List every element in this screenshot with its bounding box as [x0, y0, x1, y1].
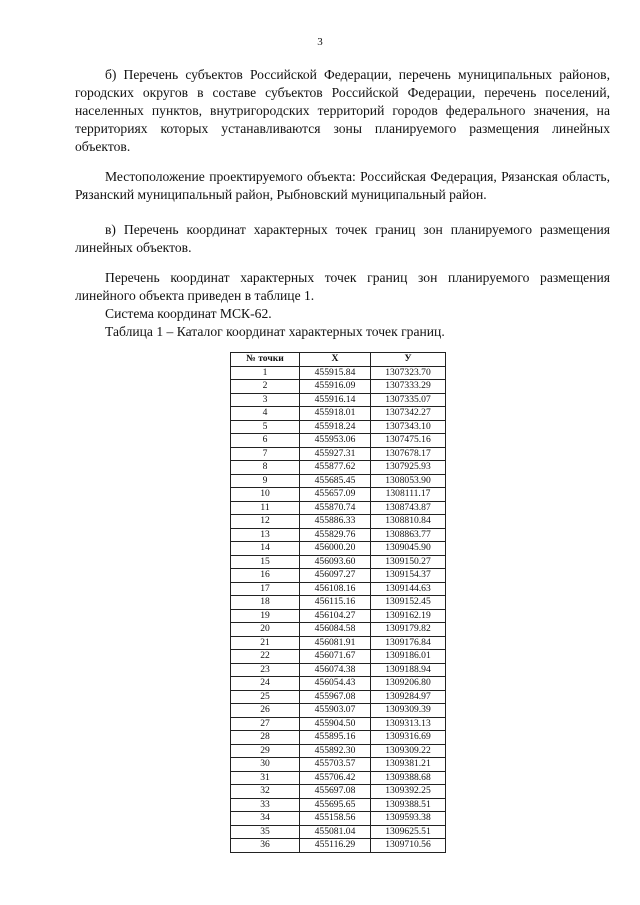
cell-x: 455870.74 — [300, 501, 371, 515]
table-row — [231, 663, 446, 677]
table-row — [231, 555, 446, 569]
cell-x: 455703.57 — [300, 758, 371, 772]
cell-point-number: 16 — [231, 569, 300, 583]
section-v-paragraph — [75, 221, 610, 257]
header-point-number: № точки — [231, 353, 300, 367]
cell-x: 455829.76 — [300, 528, 371, 542]
cell-x: 455081.04 — [300, 825, 371, 839]
cell-y: 1309179.82 — [371, 623, 446, 637]
section-b-text: б) Перечень субъектов Российской Федерации, перечень муниципальных районов, городских округов в составе субъектов Российской Федерации, перечень поселений, населенных пунктов, внутригородских территорий городов федерального значения, на территориях которых устанавливаются зоны планируемого размещения линейных объектов. — [75, 67, 610, 154]
cell-y: 1308810.84 — [371, 515, 446, 529]
cell-x: 455657.09 — [300, 488, 371, 502]
cell-point-number: 2 — [231, 380, 300, 394]
cell-y: 1307678.17 — [371, 447, 446, 461]
cell-point-number: 19 — [231, 609, 300, 623]
cell-point-number: 20 — [231, 623, 300, 637]
cell-y: 1309309.22 — [371, 744, 446, 758]
cell-x: 455916.09 — [300, 380, 371, 394]
cell-y: 1308053.90 — [371, 474, 446, 488]
cell-y: 1309388.51 — [371, 798, 446, 812]
cell-point-number: 18 — [231, 596, 300, 610]
table-header-row — [231, 353, 446, 367]
table-row — [231, 677, 446, 691]
table-row — [231, 650, 446, 664]
cell-point-number: 14 — [231, 542, 300, 556]
cell-point-number: 11 — [231, 501, 300, 515]
cell-x: 455916.14 — [300, 393, 371, 407]
cell-x: 456071.67 — [300, 650, 371, 664]
cell-x: 456084.58 — [300, 623, 371, 637]
cell-y: 1309188.94 — [371, 663, 446, 677]
cell-y: 1309144.63 — [371, 582, 446, 596]
cell-point-number: 34 — [231, 812, 300, 826]
cell-y: 1309309.39 — [371, 704, 446, 718]
cell-x: 456108.16 — [300, 582, 371, 596]
cell-x: 455158.56 — [300, 812, 371, 826]
cell-y: 1309316.69 — [371, 731, 446, 745]
cell-x: 455915.84 — [300, 366, 371, 380]
table-caption: Таблица 1 – Каталог координат характерных точек границ. — [105, 324, 445, 339]
cell-y: 1307335.07 — [371, 393, 446, 407]
table-row — [231, 474, 446, 488]
table-row — [231, 609, 446, 623]
cell-point-number: 4 — [231, 407, 300, 421]
cell-x: 456093.60 — [300, 555, 371, 569]
table-row — [231, 569, 446, 583]
cell-x: 455918.01 — [300, 407, 371, 421]
table-row — [231, 839, 446, 853]
cell-point-number: 7 — [231, 447, 300, 461]
cell-point-number: 10 — [231, 488, 300, 502]
cell-y: 1309162.19 — [371, 609, 446, 623]
cell-y: 1309313.13 — [371, 717, 446, 731]
cell-y: 1309154.37 — [371, 569, 446, 583]
cell-x: 456097.27 — [300, 569, 371, 583]
cell-y: 1309593.38 — [371, 812, 446, 826]
cell-x: 455685.45 — [300, 474, 371, 488]
table-row — [231, 704, 446, 718]
table-row — [231, 528, 446, 542]
cell-x: 456081.91 — [300, 636, 371, 650]
cell-y: 1309710.56 — [371, 839, 446, 853]
cell-y: 1309284.97 — [371, 690, 446, 704]
table-row — [231, 758, 446, 772]
coordinate-table — [230, 352, 446, 853]
cell-point-number: 35 — [231, 825, 300, 839]
cell-point-number: 12 — [231, 515, 300, 529]
cell-point-number: 31 — [231, 771, 300, 785]
table-row — [231, 407, 446, 421]
cell-x: 455904.50 — [300, 717, 371, 731]
table-row — [231, 582, 446, 596]
table-row — [231, 731, 446, 745]
cell-point-number: 22 — [231, 650, 300, 664]
cell-x: 455903.07 — [300, 704, 371, 718]
cell-x: 455706.42 — [300, 771, 371, 785]
cell-y: 1307333.29 — [371, 380, 446, 394]
table-row — [231, 461, 446, 475]
cell-point-number: 3 — [231, 393, 300, 407]
location-text: Местоположение проектируемого объекта: Российская Федерация, Рязанская область, Рязанский муниципальный район, Рыбновский муниципальный район. — [75, 169, 610, 202]
cell-x: 455895.16 — [300, 731, 371, 745]
cell-point-number: 26 — [231, 704, 300, 718]
cell-y: 1309152.45 — [371, 596, 446, 610]
cell-x: 456074.38 — [300, 663, 371, 677]
cell-x: 455116.29 — [300, 839, 371, 853]
table-row — [231, 717, 446, 731]
cell-x: 455886.33 — [300, 515, 371, 529]
cell-y: 1307343.10 — [371, 420, 446, 434]
table-row — [231, 501, 446, 515]
cell-x: 455697.08 — [300, 785, 371, 799]
cell-y: 1308111.17 — [371, 488, 446, 502]
cell-x: 456104.27 — [300, 609, 371, 623]
table-row — [231, 744, 446, 758]
cell-point-number: 1 — [231, 366, 300, 380]
cell-point-number: 25 — [231, 690, 300, 704]
cell-point-number: 8 — [231, 461, 300, 475]
cell-y: 1309176.84 — [371, 636, 446, 650]
table-row — [231, 623, 446, 637]
cell-point-number: 21 — [231, 636, 300, 650]
location-paragraph — [75, 168, 610, 204]
cell-point-number: 13 — [231, 528, 300, 542]
table-row — [231, 771, 446, 785]
cell-x: 455695.65 — [300, 798, 371, 812]
cell-point-number: 24 — [231, 677, 300, 691]
cell-y: 1309150.27 — [371, 555, 446, 569]
cell-point-number: 29 — [231, 744, 300, 758]
cell-point-number: 23 — [231, 663, 300, 677]
cell-x: 455953.06 — [300, 434, 371, 448]
cell-x: 456115.16 — [300, 596, 371, 610]
table-row — [231, 596, 446, 610]
table-row — [231, 447, 446, 461]
cell-y: 1309381.21 — [371, 758, 446, 772]
table-row — [231, 825, 446, 839]
cell-x: 455877.62 — [300, 461, 371, 475]
cell-y: 1307323.70 — [371, 366, 446, 380]
cell-point-number: 36 — [231, 839, 300, 853]
cell-y: 1308743.87 — [371, 501, 446, 515]
cell-y: 1309045.90 — [371, 542, 446, 556]
cell-point-number: 9 — [231, 474, 300, 488]
table-intro-block — [75, 269, 610, 341]
cell-point-number: 30 — [231, 758, 300, 772]
cell-y: 1309186.01 — [371, 650, 446, 664]
cell-y: 1307925.93 — [371, 461, 446, 475]
cell-x: 456054.43 — [300, 677, 371, 691]
cell-y: 1307342.27 — [371, 407, 446, 421]
table-row — [231, 690, 446, 704]
table-row — [231, 380, 446, 394]
table-row — [231, 785, 446, 799]
cell-x: 456000.20 — [300, 542, 371, 556]
table-row — [231, 798, 446, 812]
cell-x: 455927.31 — [300, 447, 371, 461]
cell-point-number: 6 — [231, 434, 300, 448]
page-number: 3 — [317, 36, 323, 48]
table-row — [231, 542, 446, 556]
cell-point-number: 17 — [231, 582, 300, 596]
section-b-paragraph — [75, 66, 610, 156]
cell-point-number: 32 — [231, 785, 300, 799]
table-intro-text: Перечень координат характерных точек границ зон планируемого размещения линейного объекта приведен в таблице 1. — [75, 270, 610, 303]
cell-point-number: 27 — [231, 717, 300, 731]
cell-x: 455918.24 — [300, 420, 371, 434]
cell-y: 1307475.16 — [371, 434, 446, 448]
table-row — [231, 434, 446, 448]
section-v-text: в) Перечень координат характерных точек границ зон планируемого размещения линейных объектов. — [75, 222, 610, 255]
cell-y: 1308863.77 — [371, 528, 446, 542]
cell-x: 455892.30 — [300, 744, 371, 758]
coord-system-text: Система координат МСК-62. — [105, 306, 272, 321]
header-x: X — [300, 353, 371, 367]
table-row — [231, 393, 446, 407]
cell-point-number: 33 — [231, 798, 300, 812]
table-body — [231, 366, 446, 852]
cell-x: 455967.08 — [300, 690, 371, 704]
cell-point-number: 15 — [231, 555, 300, 569]
table-row — [231, 515, 446, 529]
table-row — [231, 636, 446, 650]
table-row — [231, 420, 446, 434]
header-y: У — [371, 353, 446, 367]
table-row — [231, 366, 446, 380]
cell-y: 1309625.51 — [371, 825, 446, 839]
table-row — [231, 488, 446, 502]
cell-y: 1309388.68 — [371, 771, 446, 785]
cell-y: 1309392.25 — [371, 785, 446, 799]
cell-y: 1309206.80 — [371, 677, 446, 691]
cell-point-number: 28 — [231, 731, 300, 745]
table-row — [231, 812, 446, 826]
cell-point-number: 5 — [231, 420, 300, 434]
